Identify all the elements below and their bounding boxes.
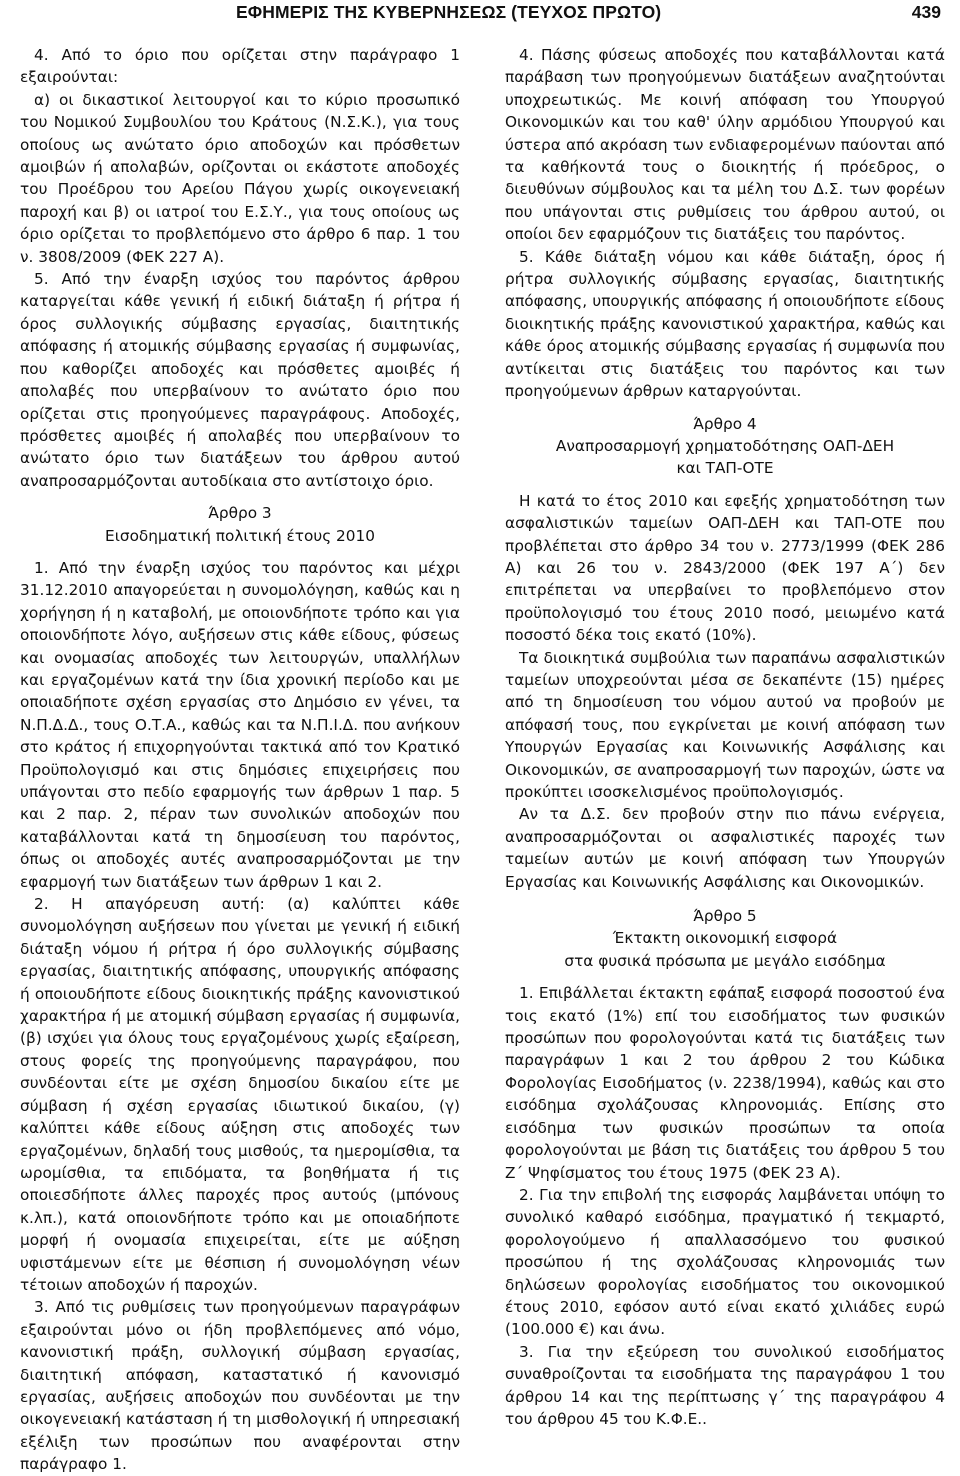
article-3-title: Εισοδηματική πολιτική έτους 2010: [105, 526, 375, 545]
page-number: 439: [911, 2, 941, 22]
paragraph: 2. Η απαγόρευση αυτή: (α) καλύπτει κάθε συνομολόγηση αυξήσεων που γίνεται με γενική ή ειδική διάταξη νόμου ή ρήτρα ή όρο συλλογικής σύμβασης εργασίας, διαιτητικής απόφασης, υπουργικής απόφασης ή οποιουδήποτε είδους διοικητικής πράξης κανονιστικού χαρακτήρα ή με ατομική σύμβαση εργασίας ή συμφωνία, (β) ισχύει για όλους τους εργαζομένους χωρίς εξαίρεση, στους φορείς της προηγούμενης παραγράφου, που συνδέονται είτε με σχέση δημοσίου δικαίου είτε με σύμβαση ή σχέση εργασίας ιδιωτικού δικαίου, (γ) καλύπτει κάθε είδους αύξηση στις αποδοχές των εργαζομένων, δηλαδή τους μισθούς, τα ημερομίσθια, τα ωρομίσθια, τα επιδόματα, τα βοηθήματα ή τις οποιεσδήποτε άλλες παροχές προς αυτούς (μπόνους κ.λπ.), κατά οποιονδήποτε τρόπο και με οποιαδήποτε μορφή ή ονομασία επιχειρείται, είτε με αύξηση υφιστάμενων είτε με θέσπιση ή συνομολόγηση νέων τέτοιων αποδοχών ή παροχών.: [20, 895, 460, 1294]
paragraph: 1. Από την έναρξη ισχύος του παρόντος και μέχρι 31.12.2010 απαγορεύεται η συνομολόγηση, καθώς και η χορήγηση ή η καταβολή, με οποιονδήποτε τρόπο και για οποιονδήποτε λόγο, αυξήσεων στις κάθε είδους, φύσεως και ονομασίας αποδοχές των λειτουργών, υπαλλήλων και εργαζομένων κατά την ίδια χρονική περίοδο και με οποιαδήποτε σχέση εργασίας στο Δημόσιο εν γένει, τα Ν.Π.Δ.Δ., τους Ο.Τ.Α., καθώς και τα Ν.Π.Ι.Δ. που ανήκουν στο κράτος ή επιχορηγούνται τακτικά από τον Κρατικό Προϋπολογισμό και στις δημόσιες επιχειρήσεις που υπάγονται στο πεδίο εφαρμογής των άρθρων 1 παρ. 5 και 2 παρ. 2, πέραν των συνολικών αποδοχών που καταβάλλονται κατά τη δημοσίευση του παρόντος, όπως οι αποδοχές αυτές αναπροσαρμόζονται με την εφαρμογή των διατάξεων των άρθρων 1 και 2.: [20, 558, 460, 891]
paragraph: 3. Από τις ρυθμίσεις των προηγούμενων παραγράφων εξαιρούνται μόνο οι ήδη προβλεπόμενες από νόμο, κανονιστική πράξη, συλλογική σύμβαση εργασίας, διαιτητική απόφαση, καταστατικό ή κανονισμό εργασίας, αυξήσεις αποδοχών που συνδέονται με την οικογενειακή κατάσταση ή τη μισθολογική ή υπηρεσιακή εξέλιξη των προσώπων που αναφέρονται στην παράγραφο 1.: [20, 1298, 460, 1474]
paragraph: Τα διοικητικά συμβούλια των παραπάνω ασφαλιστικών ταμείων υποχρεούνται μέσα σε δεκαπέντε (15) ημέρες από τη δημοσίευση του νόμου αυτού να προβούν με απόφασή τους, που εγκρίνεται με κοινή απόφαση των Υπουργών Εργασίας και Κοινωνικής Ασφάλισης και Οικονομικών, σε αναπροσαρμογή των παροχών, ώστε να προκύπτει ισοσκελισμένος προϋπολογισμός.: [505, 648, 945, 801]
right-column: [505, 44, 945, 1430]
paragraph: 2. Για την επιβολή της εισφοράς λαμβάνεται υπόψη το συνολικό καθαρό εισόδημα, πραγματικό ή τεκμαρτό, φορολογούμενο ή απαλλασσόμενο του φυσικού προσώπου ή της σχολάζουσας κληρονομιάς των δηλώσεων φορολογίας εισοδήματος του οικονομικού έτους 2010, εφόσον αυτό είναι εκατό χιλιάδες ευρώ (100.000 €) και άνω.: [505, 1185, 945, 1339]
paragraph: Αν τα Δ.Σ. δεν προβούν στην πιο πάνω ενέργεια, αναπροσαρμόζονται οι ασφαλιστικές παροχές των ταμείων αυτών με κοινή απόφαση των Υπουργών Εργασίας και Κοινωνικής Ασφάλισης και Οικονομικών.: [505, 805, 945, 891]
article-3-heading: Άρθρο 3: [208, 504, 272, 523]
paragraph: 5. Από την έναρξη ισχύος του παρόντος άρθρου καταργείται κάθε γενική ή ειδική διάταξη ή ρήτρα ή όρος συλλογικής σύμβασης εργασίας, διαιτητικής απόφασης ή ατομικής σύμβασης εργασίας ή συμφωνίας, που καθορίζει αποδοχές και πρόσθετες αμοιβές ή απολαβές που υπερβαίνουν το ανώτατο όριο που ορίζεται στις προηγούμενες παραγράφους. Αποδοχές, πρόσθετες αμοιβές ή απολαβές που υπερβαίνουν το ανώτατο όριο των διατάξεων του άρθρου αυτού αναπροσαρμόζονται αυτοδίκαια στο αντίστοιχο όριο.: [20, 270, 460, 490]
article-4-title-line-1: Αναπροσαρμογή χρηματοδότησης ΟΑΠ-ΔΕΗ: [555, 436, 895, 455]
article-5-title-line-2: στα φυσικά πρόσωπα με μεγάλο εισόδημα: [564, 951, 886, 970]
article-4-heading: Άρθρο 4: [693, 414, 757, 433]
article-5-heading: Άρθρο 5: [693, 907, 757, 926]
paragraph: 1. Επιβάλλεται έκτακτη εφάπαξ εισφορά ποσοστού ένα τοις εκατό (1%) επί του εισοδήματος των φυσικών προσώπων που φορολογούνται κατά τις διατάξεις των παραγράφων 1 και 2 του άρθρου 2 του Κώδικα Φορολογίας Εισοδήματος (ν. 2238/1994), καθώς και στο εισόδημα σχολάζουσας κληρονομιάς. Επίσης στο εισόδημα των φυσικών προσώπων τα οποία φορολογούνται με βάση τις διατάξεις του άρθρου 5 του Ζ΄ Ψηφίσματος του έτους 1975 (ΦΕΚ 23 Α).: [505, 984, 945, 1182]
article-5-title-line-1: Έκτακτη οικονομική εισφορά: [612, 929, 838, 948]
article-4-title-line-2: και ΤΑΠ-ΟΤΕ: [676, 459, 774, 478]
page-header: [0, 0, 960, 30]
paragraph: α) οι δικαστικοί λειτουργοί και το κύριο προσωπικό του Νομικού Συμβουλίου του Κράτους (Ν.Σ.Κ.), για τους οποίους ως ανώτατο όριο αποδοχών και πρόσθετων αμοιβών ή απολαβών, ορίζονται οι εκάστοτε αποδοχές του Προέδρου του Αρείου Πάγου χωρίς οικογενειακή παροχή και β) οι ιατροί του Ε.Σ.Υ., για τους οποίους ως όριο ορίζεται το προβλεπόμενο στο άρθρο 6 παρ. 1 του ν. 3808/2009 (ΦΕΚ 227 Α).: [20, 90, 460, 266]
gazette-title: ΕΦΗΜΕΡΙΣ ΤΗΣ ΚΥΒΕΡΝΗΣΕΩΣ (ΤΕΥΧΟΣ ΠΡΩΤΟ): [236, 2, 662, 22]
left-column: [20, 44, 460, 1476]
paragraph: 5. Κάθε διάταξη νόμου και κάθε διάταξη, όρος ή ρήτρα συλλογικής σύμβασης εργασίας, διαιτητικής απόφασης, υπουργικής απόφασης ή οποιουδήποτε είδους διοικητικής πράξης κανονιστικού χαρακτήρα, καθώς και κάθε όρος ατομικής σύμβασης εργασίας ή συμφωνία που αντίκειται στις διατάξεις του παρόντος και των προηγούμενων άρθρων καταργούνται.: [505, 247, 945, 401]
paragraph: 3. Για την εξεύρεση του συνολικού εισοδήματος συναθροίζονται τα εισοδήματα της παραγράφου 1 του άρθρου 14 και της περίπτωσης γ΄ της παραγράφου 4 του άρθρου 45 του Κ.Φ.Ε..: [505, 1342, 945, 1428]
paragraph: 4. Πάσης φύσεως αποδοχές που καταβάλλονται κατά παράβαση των προηγούμενων διατάξεων αναζητούνται υποχρεωτικώς. Με κοινή απόφαση του Υπουργού Οικονομικών και του καθ' ύλην αρμόδιου Υπουργού και ύστερα από ακρόαση των ενδιαφερομένων παύονται από τα καθήκοντά τους ο διοικητής ή πρόεδρος, ο διευθύνων σύμβουλος και τα μέλη του Δ.Σ. των φορέων που υπάγονται στις ρυθμίσεις του άρθρου αυτού, οι οποίοι δεν εφαρμόζουν τις διατάξεις του παρόντος.: [505, 46, 945, 244]
paragraph: 4. Από το όριο που ορίζεται στην παράγραφο 1 εξαιρούνται:: [20, 46, 460, 87]
paragraph: Η κατά το έτος 2010 και εφεξής χρηματοδότηση των ασφαλιστικών ταμείων ΟΑΠ-ΔΕΗ και ΤΑΠ-ΟΤΕ που προβλέπεται στο άρθρο 34 του ν. 2773/1999 (ΦΕΚ 286 Α) και 26 του ν. 2843/2000 (ΦΕΚ 197 Α΄) δεν επιτρέπεται να υπερβαίνει το προβλεπόμενο στον προϋπολογισμό του έτους 2010 ποσό, μειωμένο κατά ποσοστό δέκα τοις εκατό (10%).: [505, 491, 945, 645]
